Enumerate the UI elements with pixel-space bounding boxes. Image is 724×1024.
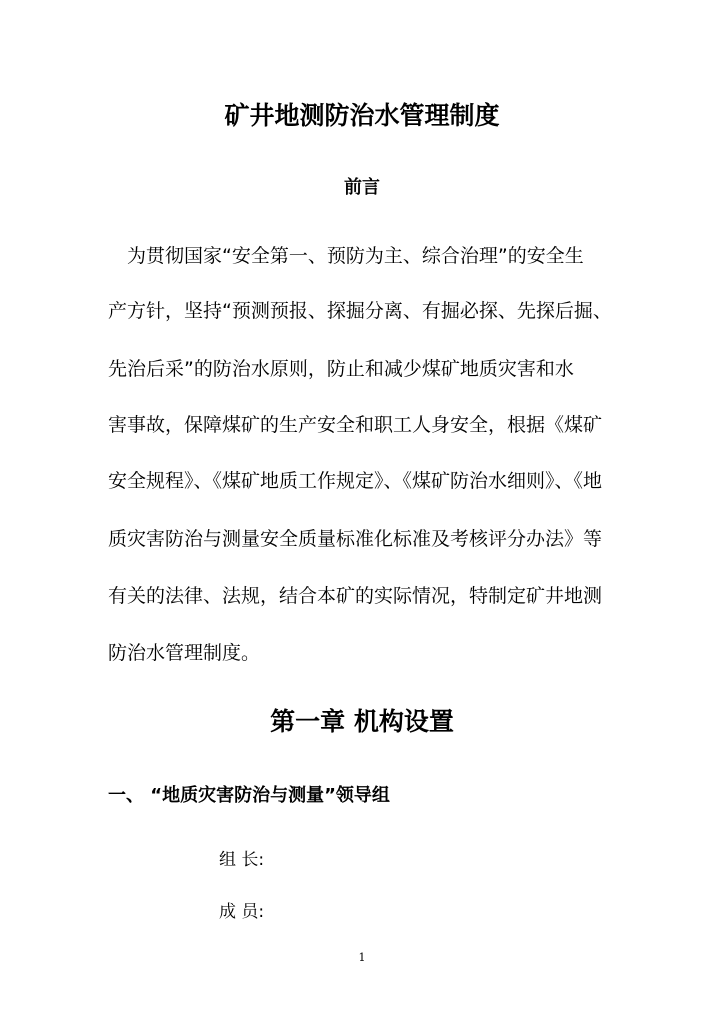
member-leader-label: 组 长: bbox=[219, 850, 265, 870]
preface-line: 害事故，保障煤矿的生产安全和职工人身安全，根据《煤矿 bbox=[108, 414, 603, 436]
preface-line: 安全规程》、《煤矿地质工作规定》、《煤矿防治水细则》、《地 bbox=[108, 470, 603, 492]
member-members-label: 成 员: bbox=[219, 902, 265, 922]
chapter-title: 第一章 机构设置 bbox=[270, 707, 454, 736]
preface-heading: 前言 bbox=[344, 177, 380, 198]
preface-line: 防治水管理制度。 bbox=[108, 642, 261, 664]
preface-line: 产方针，坚持“预测预报、探掘分离、有掘必探、先探后掘、 bbox=[108, 300, 612, 322]
document-title: 矿井地测防治水管理制度 bbox=[224, 101, 500, 130]
preface-line: 为贯彻国家“安全第一、预防为主、综合治理”的安全生 bbox=[108, 245, 584, 267]
section-title: 一、 “地质灾害防治与测量”领导组 bbox=[108, 785, 390, 806]
page-number: 1 bbox=[358, 951, 366, 964]
preface-line: 先治后采”的防治水原则，防止和减少煤矿地质灾害和水 bbox=[108, 358, 574, 380]
preface-line: 质灾害防治与测量安全质量标准化标准及考核评分办法》等 bbox=[108, 528, 603, 550]
preface-line: 有关的法律、法规，结合本矿的实际情况，特制定矿井地测 bbox=[108, 585, 603, 607]
